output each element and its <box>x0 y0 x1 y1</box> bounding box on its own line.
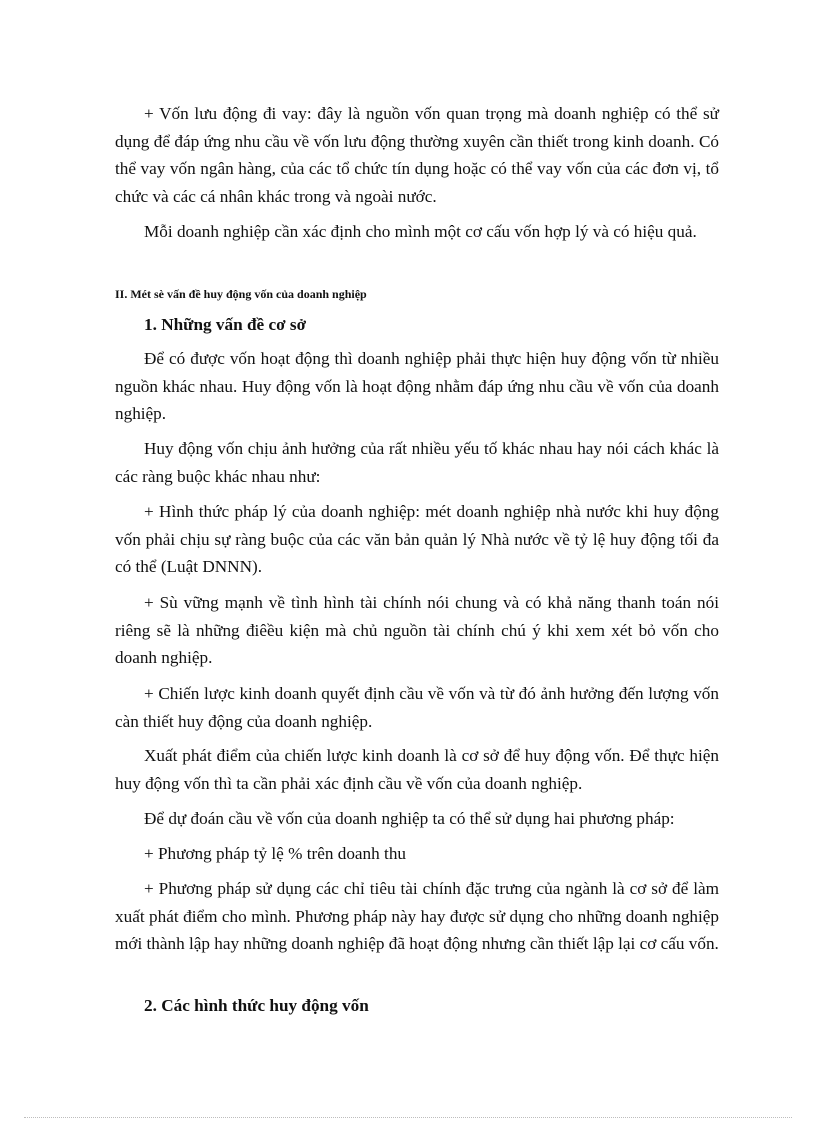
paragraph-starting-point: Xuất phát điểm của chiến lược kinh doanh là cơ sở để huy động vốn. Để thực hiện huy động vốn thì ta cần phải xác định cầu về vốn của doanh nghiệp. <box>115 746 719 793</box>
paragraph-influencing-factors: Huy động vốn chịu ảnh hưởng của rất nhiều yếu tố khác nhau hay nói cách khác là các ràng buộc khác nhau như: <box>115 439 719 486</box>
paragraph-forecast-methods: Để dự đoán cầu về vốn của doanh nghiệp ta có thể sử dụng hai phương pháp: <box>144 809 675 828</box>
paragraph-capital-structure: Mỗi doanh nghiệp cần xác định cho mình một cơ cấu vốn hợp lý và có hiệu quả. <box>144 222 697 241</box>
paragraph-method-percent-revenue: + Phương pháp tỷ lệ % trên doanh thu <box>144 844 407 863</box>
paragraph-borrowed-working-capital: + Vốn lưu động đi vay: đây là nguồn vốn quan trọng mà doanh nghiệp có thể sử dụng để đáp ứng nhu cầu về vốn lưu động thường xuyên cần thiết trong kinh doanh. Có thể vay vốn ngân hàng, của các tổ chức tín dụng hoặc có thể vay vốn của các đơn vị, tổ chức và các cá nhân khác trong và ngoài nước. <box>115 104 719 206</box>
section-heading: II. Mét sè vấn đề huy động vốn của doanh nghiệp <box>115 287 367 301</box>
paragraph-method-industry-indicators: + Phương pháp sử dụng các chỉ tiêu tài chính đặc trưng của ngành là cơ sở để làm xuất phát điểm cho mình. Phương pháp này hay được sử dụng cho những doanh nghiệp mới thành lập hay những doanh nghiệp đã hoạt động nhưng cần thiết lập lại cơ cấu vốn. <box>115 879 719 953</box>
paragraph-capital-mobilization: Để có được vốn hoạt động thì doanh nghiệp phải thực hiện huy động vốn từ nhiều nguồn khác nhau. Huy động vốn là hoạt động nhằm đáp ứng nhu cầu về vốn của doanh nghiệp. <box>115 349 719 423</box>
footer-divider <box>24 1117 792 1118</box>
subheading-mobilization-forms: 2. Các hình thức huy động vốn <box>144 996 369 1015</box>
paragraph-legal-form: + Hình thức pháp lý của doanh nghiệp: mét doanh nghiệp nhà nước khi huy động vốn phải chịu sự ràng buộc của các văn bản quản lý Nhà nước về tỷ lệ huy động tối đa có thể (Luật DNNN). <box>115 502 719 576</box>
paragraph-financial-strength: + Sù vững mạnh về tình hình tài chính nói chung và có khả năng thanh toán nói riêng sẽ là những điêều kiện mà chủ nguồn tài chính chú ý khi xem xét bỏ vốn cho doanh nghiệp. <box>115 593 719 667</box>
paragraph-business-strategy: + Chiến lược kinh doanh quyết định cầu về vốn và từ đó ảnh hưởng đến lượng vốn càn thiết huy động của doanh nghiệp. <box>115 684 719 731</box>
subheading-basic-issues: 1. Những vấn đề cơ sở <box>144 315 307 334</box>
